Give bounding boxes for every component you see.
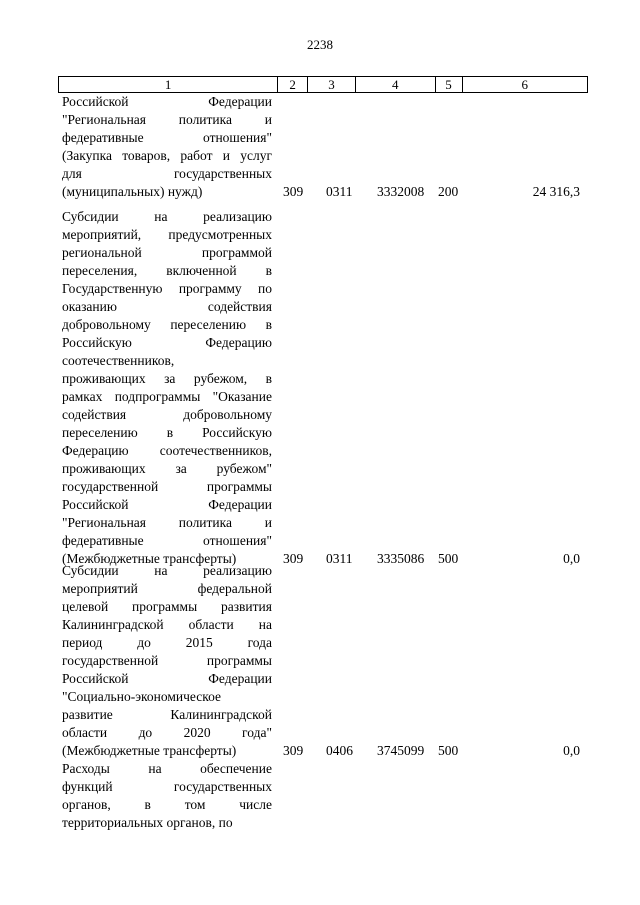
cell-code-rz: 309 (283, 743, 304, 758)
description-line: мероприятий федеральной (62, 581, 272, 596)
cell-code-csr: 3745099 (377, 743, 425, 758)
description-line: функций государственных (62, 779, 272, 794)
cell-code-rz: 309 (283, 551, 304, 566)
description-line: соотечественников, (62, 353, 175, 368)
description-line: проживающих за рубежом" (62, 461, 272, 476)
description-line: (Межбюджетные трансферты) (62, 551, 237, 566)
header-col-1: 1 (164, 77, 172, 92)
description-line: мероприятий, предусмотренных (62, 227, 272, 242)
header-col-2: 2 (277, 77, 307, 92)
cell-code-rz: 309 (283, 184, 304, 199)
row-description (62, 208, 272, 568)
description-line: рамках подпрограммы "Оказание (62, 389, 272, 404)
description-line: Российской Федерации (62, 671, 272, 686)
description-line: Субсидии на реализацию (62, 563, 272, 578)
header-col-5: 5 (435, 77, 462, 92)
description-line: органов, в том числе (62, 797, 272, 812)
description-line: оказанию содействия (62, 299, 272, 314)
description-line: территориальных органов, по (62, 815, 233, 830)
row-description (62, 562, 272, 760)
description-line: Калининградской области на (62, 617, 272, 632)
cell-code-pr: 0311 (326, 184, 353, 199)
description-line: содействия добровольному (62, 407, 272, 422)
description-line: период до 2015 года (62, 635, 272, 650)
page-number: 2238 (307, 37, 333, 52)
row-description (62, 93, 272, 201)
description-line: проживающих за рубежом, в (62, 371, 272, 386)
description-line: переселению в Российскую (62, 425, 272, 440)
cell-code-csr: 3335086 (377, 551, 425, 566)
description-line: федеративные отношения" (62, 533, 272, 548)
row-description (62, 760, 272, 832)
description-line: развитие Калининградской (62, 707, 272, 722)
cell-amount: 24 316,3 (532, 184, 580, 199)
header-col-6: 6 (462, 77, 588, 92)
description-line: Субсидии на реализацию (62, 209, 272, 224)
description-line: "Социально-экономическое (62, 689, 221, 704)
description-line: (Закупка товаров, работ и услуг (62, 148, 272, 163)
cell-code-pr: 0406 (326, 743, 353, 758)
header-col-4: 4 (355, 77, 435, 92)
description-line: "Региональная политика и (62, 112, 272, 127)
description-line: государственной программы (62, 653, 272, 668)
description-line: целевой программы развития (62, 599, 272, 614)
cell-code-vr: 500 (438, 743, 459, 758)
description-line: Российской Федерации (62, 94, 272, 109)
description-line: государственной программы (62, 479, 272, 494)
description-line: добровольному переселению в (62, 317, 272, 332)
description-line: (муниципальных) нужд) (62, 184, 203, 199)
header-col-3: 3 (307, 77, 355, 92)
cell-code-pr: 0311 (326, 551, 353, 566)
description-line: (Межбюджетные трансферты) (62, 743, 237, 758)
table-header (58, 76, 588, 93)
description-line: Российской Федерации (62, 497, 272, 512)
cell-amount: 0,0 (563, 743, 580, 758)
cell-code-vr: 200 (438, 184, 459, 199)
description-line: Российскую Федерацию (62, 335, 272, 350)
description-line: региональной программой (62, 245, 272, 260)
cell-code-vr: 500 (438, 551, 459, 566)
description-line: "Региональная политика и (62, 515, 272, 530)
description-line: федеративные отношения" (62, 130, 272, 145)
description-line: переселения, включенной в (62, 263, 272, 278)
cell-code-csr: 3332008 (377, 184, 425, 199)
description-line: для государственных (62, 166, 272, 181)
description-line: области до 2020 года" (62, 725, 272, 740)
description-line: Расходы на обеспечение (62, 761, 272, 776)
cell-amount: 0,0 (563, 551, 580, 566)
description-line: Государственную программу по (62, 281, 272, 296)
description-line: Федерацию соотечественников, (62, 443, 272, 458)
